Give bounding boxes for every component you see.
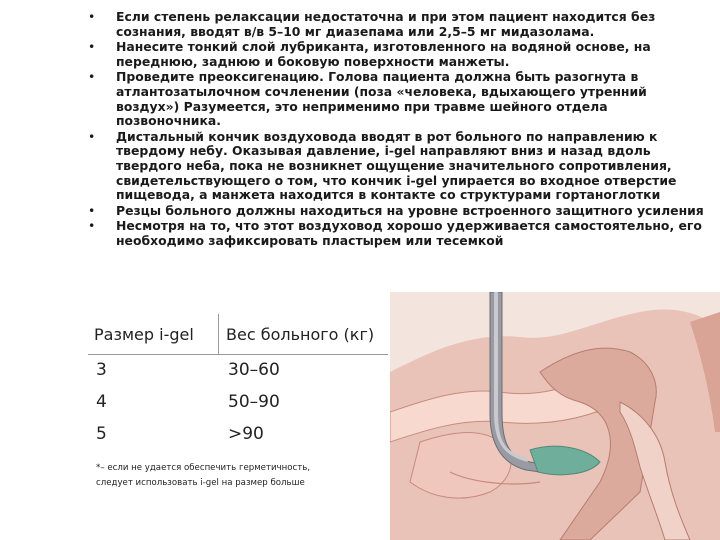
- instruction-item: • Несмотря на то, что этот воздуховод хорошо удерживается самостоятельно, его необходимо зафиксировать пластырем или тесемкой: [80, 219, 712, 248]
- instruction-item: • Проведите преоксигенацию. Голова пациента должна быть разогнута в атлантозатылочном сочленении (поза «человека, вдыхающего утренний воздух») Разумеется, это неприменимо при травме шейного отдела позвоночника.: [80, 70, 712, 128]
- cell-weight: 50–90: [228, 392, 280, 412]
- table-column-divider: [218, 314, 219, 354]
- table-header-divider: [88, 354, 388, 355]
- cell-weight: >90: [228, 424, 264, 444]
- table-row: [88, 418, 388, 450]
- instruction-item: • Резцы больного должны находиться на уровне встроенного защитного усиления: [80, 204, 712, 219]
- instruction-item: • Нанесите тонкий слой лубриканта, изготовленного на водяной основе, на переднюю, заднюю и боковую поверхности манжеты.: [80, 40, 712, 69]
- instruction-list: [80, 10, 712, 250]
- footnote-line: *– если не удается обеспечить герметичность,: [96, 463, 311, 473]
- table-row: [88, 386, 388, 418]
- header-weight: Вес больного (кг): [226, 324, 375, 344]
- instruction-item: • Дистальный кончик воздуховода вводят в рот больного по направлению к твердому небу. Оказывая давление, i-gel направляют вниз и назад вдоль твердого неба, пока не возникнет ощущение значительного сопротивления, свидетельствующего о том, что кончик i-gel упирается во входное отверстие пищевода, а манжета находится в контакте со структурами гортаноглотки: [80, 130, 712, 203]
- instruction-item: • Если степень релаксации недостаточна и при этом пациент находится без сознания, вводят в/в 5–10 мг диазепама или 2,5–5 мг мидазолама.: [80, 10, 712, 39]
- table-header: [88, 314, 388, 354]
- table-row: [88, 354, 388, 386]
- cell-size: 4: [96, 392, 107, 412]
- cell-weight: 30–60: [228, 360, 280, 380]
- cell-size: 5: [96, 424, 107, 444]
- footnote-line: следует использовать i-gel на размер больше: [96, 478, 305, 488]
- cell-size: 3: [96, 360, 107, 380]
- airway-illustration: [390, 292, 720, 540]
- header-size: Размер i-gel: [94, 324, 194, 344]
- size-table: [88, 314, 388, 450]
- footnote: [96, 461, 396, 491]
